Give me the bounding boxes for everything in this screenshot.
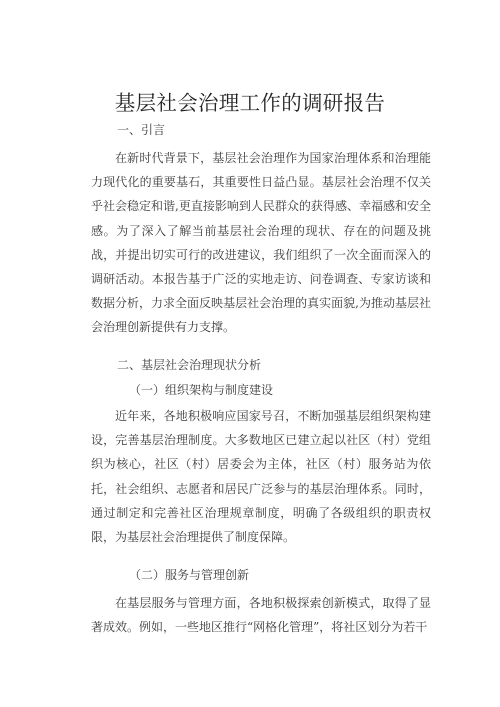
subsection-heading-organization: （一）组织架构与制度建设 <box>129 383 274 397</box>
paragraph-service-innovation: 在基层服务与管理方面，各地积极探索创新模式，取得了显著成效。例如，一些地区推行“网格化管理”，将社区划分为若干 <box>91 596 431 635</box>
section-heading-introduction: 一、引言 <box>117 123 166 137</box>
paragraph-introduction: 在新时代背景下，基层社会治理作为国家治理体系和治理能力现代化的重要基石，其重要性日益凸显。基层社会治理不仅关乎社会稳定和谐,更直接影响到人民群众的获得感、幸福感和安全感。为了深入了解当前基层社会治理的现状、存在的问题及挑战，并提出切实可行的改进建议，我们组织了一次全面而深入的调研活动。本报告基于广泛的实地走访、问卷调查、专家访谈和数据分析，力求全面反映基层社会治理的真实面貌,为推动基层社会治理创新提供有力支撑。 <box>91 151 431 335</box>
paragraph-organization: 近年来，各地积极响应国家号召，不断加强基层组织架构建设，完善基层治理制度。大多数地区已建立起以社区（村）党组织为核心，社区（村）居委会为主体，社区（村）服务站为依托，社会组织、志愿者和居民广泛参与的基层治理体系。同时，通过制定和完善社区治理规章制度，明确了各级组织的职责权限，为基层社会治理提供了制度保障。 <box>91 409 431 545</box>
document-title: 基层社会治理工作的调研报告 <box>114 91 386 115</box>
subsection-heading-service-innovation: （二）服务与管理创新 <box>129 568 250 582</box>
section-heading-status-analysis: 二、基层社会治理现状分析 <box>117 358 262 372</box>
